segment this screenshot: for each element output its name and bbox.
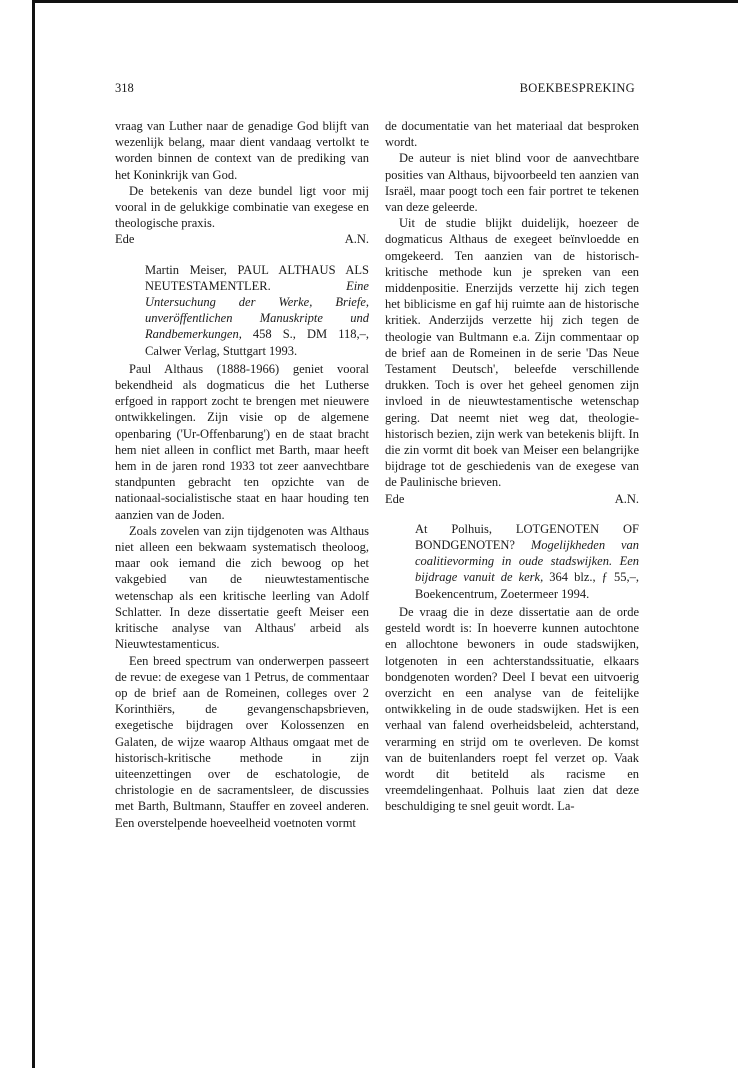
review-publication-details: 364 blz., ƒ 55,–, Boekencentrum, Zoetermeer 1994. [415,570,639,601]
page-number: 318 [115,81,134,95]
signature-initials: A.N. [344,232,369,247]
review-subtitle: Mogelijkheden van coalitievorming in oude stadswijken. Een bijdrage vanuit de kerk, [415,538,639,585]
left-column [115,118,369,831]
running-head: BOEKBESPREKING [519,81,635,95]
paragraph: Paul Althaus (1888-1966) geniet vooral bekendheid als dogmaticus die het Lutherse erfgoed in rapport zocht te brengen met nieuwere ontwikkelingen. Zijn visie op de algemene openbaring ('Ur-Offenbarung') en de staat bracht hem niet alleen in conflict met Barth, maar heeft hem in de jaren rond 1933 tot zeer aanvechtbare standpunten gebracht ten opzichte van de nationaal-socialistische staat en haar houding ten aanzien van de Joden. [115,361,369,522]
paragraph: Zoals zovelen van zijn tijdgenoten was Althaus niet alleen een bekwaam systematisch theoloog, maar ook iemand die zich bewoog op het vakgebied van de nieuwtestamentische wetenschap als een kritische leerling van Adolf Schlatter. In deze dissertatie geeft Meiser een kritische analyse van Althaus' arbeid als Nieuwtestamenticus. [115,523,369,652]
signature [115,231,369,247]
right-column [385,118,639,815]
review-author-title: At Polhuis, LOTGENOTEN OF BONDGENOTEN? [415,521,639,553]
scan-border-left [32,0,35,1068]
signature [385,491,639,507]
review-subtitle: Eine Untersuchung der Werke, Briefe, unveröffentlichen Manuskripte und Randbemerkungen, [145,278,369,342]
review-heading [115,262,369,359]
signature-place: Ede [115,232,135,247]
scan-border-top [32,0,738,3]
paragraph: Een breed spectrum van onderwerpen passeert de revue: de exegese van 1 Petrus, de commentaar op de brief aan de Romeinen, colleges over 2 Korinthiërs, de gevangenschapsbrieven, exegetische bijdragen over Kolossenzen en Galaten, de wijze waarop Althaus omgaat met de historisch-kritische methode in zijn uiteenzettingen over de eschatologie, de christologie en de sacramentsleer, de discussies met Barth, Bultmann, Stauffer en zoveel anderen. Een overstelpende hoeveelheid voetnoten vormt [115,653,369,830]
paragraph: de documentatie van het materiaal dat besproken wordt. [385,119,639,150]
paragraph: De auteur is niet blind voor de aanvechtbare posities van Althaus, bijvoorbeeld ten aanzien van Israël, maar poogt toch een fair portret te tekenen van deze geleerde. [385,151,639,215]
paragraph: vraag van Luther naar de genadige God blijft van wezenlijk belang, maar dient vandaag vertolkt te worden binnen de context van de prediking van het Koninkrijk van God. [115,119,369,182]
review-heading [385,521,639,602]
paragraph: De vraag die in deze dissertatie aan de orde gesteld wordt is: In hoeverre kunnen autochtone en allochtone bewoners in oude stadswijken, lotgenoten in een achterstandssituatie, elkaars bondgenoten worden? Deel I bevat een uitvoerig overzicht en een analyse van de feitelijke ontwikkeling in de oude stadswijken. Het is een verhaal van falend overheidsbeleid, achterstand, verarming en strijd om te overleven. De komst van de buitenlanders roept fel verzet op. Vaak wordt dit betiteld als racisme en vreemdelingenhaat. Polhuis laat zien dat deze beschuldiging te snel geuit wordt. La- [385,604,639,814]
signature-initials: A.N. [614,491,639,506]
page-header [115,81,635,99]
review-publication-details: 458 S., DM 118,–, Calwer Verlag, Stuttgart 1993. [145,327,369,358]
paragraph: Uit de studie blijkt duidelijk, hoezeer de dogmaticus Althaus de exegeet beïnvloedde en omgekeerd. Ten aanzien van de historisch-kritische methode kun je spreken van een middenpositie. Enerzijds verzette hij zich tegen het biblicisme en gaf hij ruimte aan de historische kritiek. Anderzijds verzette hij zich tegen de theologie van Bultmann e.a. Zijn commentaar op de brief aan de Romeinen in de serie 'Das Neue Testament Deutsch', beleefde verschillende drukken. Toch is over het geheel genomen zijn invloed in de nieuwtestamentische wetenschap gering. Dat neemt niet weg dat, theologie-historisch bezien, zijn werk van betekenis blijft. In die zin vormt dit boek van Meiser een belangrijke bijdrage tot de geschiedenis van de exegese van de Paulinische brieven. [385,216,639,490]
review-author-title: Martin Meiser, PAUL ALTHAUS ALS NEUTESTAMENTLER. [145,262,369,293]
signature-place: Ede [385,491,405,506]
paragraph: De betekenis van deze bundel ligt voor mij vooral in de gelukkige combinatie van exegese en theologische praxis. [115,183,369,231]
